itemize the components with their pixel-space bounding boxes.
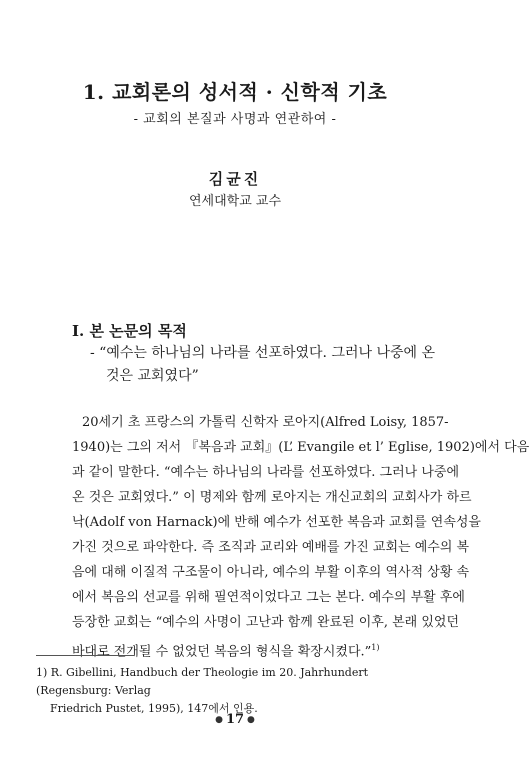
paragraph-line: 1940)는 그의 저서 『복음과 교회』(L’ Evangile et l’ Eglise, 1902)에서 다음 (72, 440, 529, 455)
page-number: 17 (225, 712, 245, 727)
footnote-divider (36, 655, 134, 656)
paragraph-line: 온 것은 교회였다.” 이 명제와 함께 로아지는 개신교회의 교회사가 하르 (72, 490, 472, 505)
paragraph-line: 에서 복음의 선교를 위해 필연적이었다고 그는 본다. 예수의 부활 후에 (72, 590, 465, 605)
footnote-line: 1) R. Gibellini, Handbuch der Theologie im 20. Jahrhundert (Regensburg: Verlag (36, 666, 369, 697)
paragraph-line: 낙(Adolf von Harnack)에 반해 예수가 선포한 복음과 교회를 연속성을 (72, 515, 481, 530)
paragraph-line: 바대로 전개될 수 없었던 복음의 형식을 확장시켰다.” (72, 644, 372, 660)
body-paragraph (72, 410, 529, 664)
author-affiliation: 연세대학교 교수 (188, 194, 282, 209)
epigraph-quote (90, 342, 440, 388)
page-title: 1. 교회론의 성서적 · 신학적 기초 (82, 80, 388, 104)
bullet-dot-icon: ● (247, 714, 255, 725)
paragraph-line: 등장한 교회는 “예수의 사명이 고난과 함께 완료된 이후, 본래 있었던 (72, 615, 460, 630)
paragraph-line: 음에 대해 이질적 구조물이 아니라, 예수의 부활 이후의 역사적 상황 속 (72, 565, 470, 580)
page-number-block (0, 712, 470, 727)
footnote-line: Friedrich Pustet, 1995), 147에서 인용. (50, 702, 258, 715)
paragraph-line: 과 같이 말한다. “예수는 하나님의 나라를 선포하였다. 그러나 나중에 (72, 465, 460, 480)
paragraph-line: 20세기 초 프랑스의 가톨릭 신학자 로아지(Alfred Loisy, 1857- (82, 415, 449, 430)
footnote (36, 664, 436, 718)
bullet-dot-icon: ● (215, 714, 223, 725)
paragraph-line: 가진 것으로 파악한다. 즉 조직과 교리와 예배를 가진 교회는 예수의 복 (72, 540, 470, 555)
author-name: 김균진 (208, 170, 262, 188)
paragraph-line-last (72, 635, 432, 664)
page-subtitle: - 교회의 본질과 사명과 연관하여 - (133, 112, 337, 127)
epigraph-line: 것은 교회였다” (106, 368, 199, 384)
footnote-marker[interactable]: 1) (371, 643, 380, 652)
section-heading: I. 본 논문의 목적 (72, 322, 187, 340)
epigraph-line: - “예수는 하나님의 나라를 선포하였다. 그러나 나중에 온 (90, 345, 436, 361)
